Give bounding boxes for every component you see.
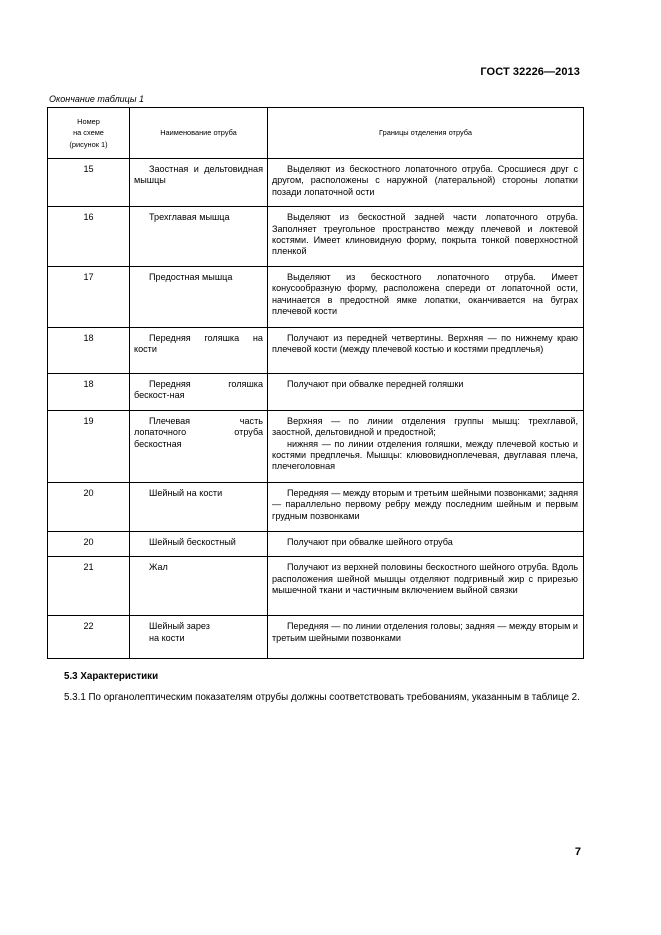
table-row (48, 616, 584, 659)
document-code: ГОСТ 32226—2013 (480, 66, 580, 78)
cell-bounds: Получают из верхней половины бескостного шейного отруба. Вдоль расположения шейной мышцы отделяют подгривный жир с прирезью мышечной ткани и частичным включением выйной связки (268, 557, 584, 616)
cell-name: Жал (130, 557, 268, 616)
cell-number: 16 (48, 207, 130, 267)
table-row (48, 373, 584, 410)
cell-name: Шейный на кости (130, 482, 268, 531)
table-header-row (48, 108, 584, 159)
cell-number: 15 (48, 159, 130, 207)
table-caption: Окончание таблицы 1 (49, 94, 144, 104)
cell-name: Трехглавая мышца (130, 207, 268, 267)
table-row (48, 266, 584, 327)
table-row (48, 531, 584, 556)
cell-bounds: Верхняя — по линии отделения группы мышц: трехглавой, заостной, дельтовидной и предостной; нижняя — по линии отделения голяшки, между плечевой костью и костями предплечья. Мышцы: клювовидноплечевая, двуглавая плеча, плечеголовная (268, 410, 584, 482)
table-row (48, 557, 584, 616)
cell-name: Передняя голяшка на кости (130, 327, 268, 373)
table-row (48, 327, 584, 373)
header-number: Номер на схеме (рисунок 1) (48, 108, 130, 159)
parts-table (47, 107, 584, 659)
table-row (48, 482, 584, 531)
table-row (48, 207, 584, 267)
header-bounds: Границы отделения отруба (268, 108, 584, 159)
cell-bounds: Выделяют из бескостного лопаточного отруба. Имеет конусообразную форму, расположена спереди от лопаточной ости, начинается в предостной ямке лопатки, оканчивается на буграх плечевой кости (268, 266, 584, 327)
cell-name: Заостная и дельтовидная мышцы (130, 159, 268, 207)
cell-number: 18 (48, 373, 130, 410)
cell-name: Предостная мышца (130, 266, 268, 327)
cell-number: 18 (48, 327, 130, 373)
cell-bounds: Выделяют из бескостного лопаточного отруба. Сросшиеся друг с другом, расположены с наружной (латеральной) стороны лопатки позади лопаточной ости (268, 159, 584, 207)
cell-name: Передняя голяшка бескост-ная (130, 373, 268, 410)
cell-number: 19 (48, 410, 130, 482)
cell-bounds: Получают из передней четвертины. Верхняя — по нижнему краю плечевой кости (между плечевой костью и костями предплечья) (268, 327, 584, 373)
cell-bounds: Получают при обвалке шейного отруба (268, 531, 584, 556)
cell-number: 20 (48, 482, 130, 531)
page-number: 7 (574, 846, 581, 858)
table-row (48, 159, 584, 207)
cell-number: 22 (48, 616, 130, 659)
cell-bounds: Выделяют из бескостной задней части лопаточного отруба. Заполняет треугольное пространство между плечевой и локтевой костями. Имеет клиновидную форму, покрыта тонкой поверхностной пленкой (268, 207, 584, 267)
cell-name: Плечевая часть лопаточного отруба бескостная (130, 410, 268, 482)
cell-bounds: Получают при обвалке передней голяшки (268, 373, 584, 410)
cell-number: 20 (48, 531, 130, 556)
table-row (48, 410, 584, 482)
cell-name: Шейный зарез на кости (130, 616, 268, 659)
header-name: Наименование отруба (130, 108, 268, 159)
cell-name: Шейный бескостный (130, 531, 268, 556)
cell-number: 21 (48, 557, 130, 616)
cell-bounds: Передняя — между вторым и третьим шейными позвонками; задняя — параллельно первому ребру между последним шейным и первым грудным позвонками (268, 482, 584, 531)
section-title: 5.3 Характеристики (64, 671, 159, 682)
cell-number: 17 (48, 266, 130, 327)
section-paragraph: 5.3.1 По органолептическим показателям отрубы должны соответствовать требованиям, указанным в таблице 2. (64, 692, 580, 703)
cell-bounds: Передняя — по линии отделения головы; задняя — между вторым и третьим шейными позвонками (268, 616, 584, 659)
